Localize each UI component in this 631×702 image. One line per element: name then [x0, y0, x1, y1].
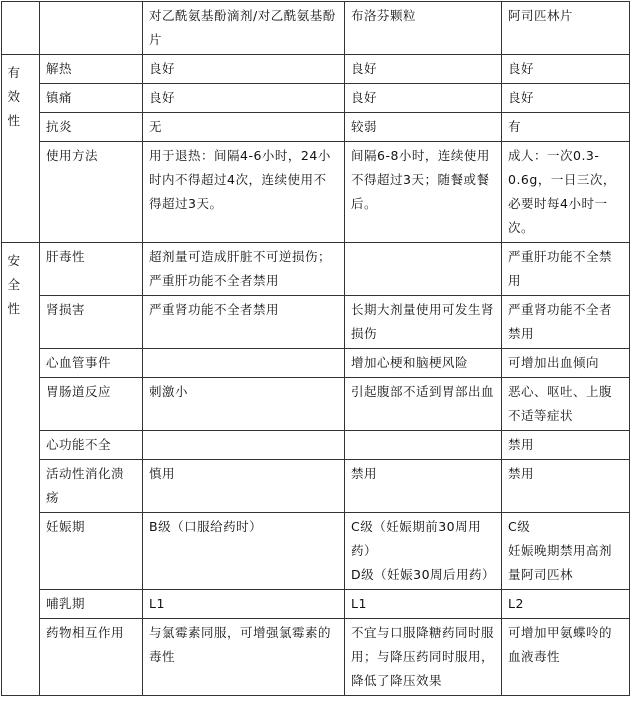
drug-3-cell: 有: [502, 113, 630, 142]
table-row: [2, 84, 630, 113]
drug-2-cell: 较弱: [345, 113, 502, 142]
item-cell: 肾损害: [40, 296, 143, 349]
item-cell: 妊娠期: [40, 513, 143, 590]
table-row: [2, 55, 630, 84]
drug-1-cell: [143, 431, 345, 460]
header-empty-cell-0: [2, 2, 40, 55]
table-row: [2, 590, 630, 619]
table-row: [2, 349, 630, 378]
drug-comparison-table: [1, 1, 630, 696]
category-label: 安全性: [7, 253, 21, 316]
header-drug-2: 布洛芬颗粒: [345, 2, 502, 55]
header-empty-cell-1: [40, 2, 143, 55]
item-cell: 使用方法: [40, 142, 143, 243]
drug-2-cell: 良好: [345, 55, 502, 84]
drug-3-cell: 禁用: [502, 431, 630, 460]
item-cell: 心血管事件: [40, 349, 143, 378]
category-cell: [2, 55, 40, 243]
drug-1-cell: 用于退热：间隔4-6小时，24小时内不得超过4次，连续使用不得超过3天。: [143, 142, 345, 243]
drug-3-cell: 良好: [502, 84, 630, 113]
table-row: [2, 619, 630, 696]
drug-1-cell: 与氯霉素同服，可增强氯霉素的毒性: [143, 619, 345, 696]
header-drug-1: 对乙酰氨基酚滴剂/对乙酰氨基酚片: [143, 2, 345, 55]
item-cell: 药物相互作用: [40, 619, 143, 696]
drug-2-cell: 长期大剂量使用可发生肾损伤: [345, 296, 502, 349]
drug-2-cell: L1: [345, 590, 502, 619]
category-cell: [2, 243, 40, 696]
drug-2-cell: [345, 243, 502, 296]
drug-3-cell: 可增加出血倾向: [502, 349, 630, 378]
item-cell: 抗炎: [40, 113, 143, 142]
item-cell: 解热: [40, 55, 143, 84]
table-row: [2, 113, 630, 142]
drug-1-cell: 刺激小: [143, 378, 345, 431]
header-drug-3: 阿司匹林片: [502, 2, 630, 55]
drug-3-cell: 恶心、呕吐、上腹不适等症状: [502, 378, 630, 431]
drug-1-cell: 良好: [143, 55, 345, 84]
item-cell: 心功能不全: [40, 431, 143, 460]
drug-3-cell: L2: [502, 590, 630, 619]
item-cell: 肝毒性: [40, 243, 143, 296]
item-cell: 胃肠道反应: [40, 378, 143, 431]
item-cell: 活动性消化溃疡: [40, 460, 143, 513]
drug-1-cell: 无: [143, 113, 345, 142]
drug-1-cell: 超剂量可造成肝脏不可逆损伤；严重肝功能不全者禁用: [143, 243, 345, 296]
drug-3-cell: 禁用: [502, 460, 630, 513]
table-row: [2, 142, 630, 243]
table-row: [2, 431, 630, 460]
drug-3-cell: 严重肝功能不全禁用: [502, 243, 630, 296]
drug-2-cell: C级（妊娠期前30周用药） D级（妊娠30周后用药）: [345, 513, 502, 590]
drug-3-cell: C级 妊娠晚期禁用高剂量阿司匹林: [502, 513, 630, 590]
drug-2-cell: 不宜与口服降糖药同时服用；与降压药同时服用，降低了降压效果: [345, 619, 502, 696]
header-row: [2, 2, 630, 55]
drug-1-cell: 严重肾功能不全者禁用: [143, 296, 345, 349]
drug-3-cell: 良好: [502, 55, 630, 84]
drug-2-cell: [345, 431, 502, 460]
drug-2-cell: 禁用: [345, 460, 502, 513]
item-cell: 哺乳期: [40, 590, 143, 619]
drug-1-cell: 良好: [143, 84, 345, 113]
category-label: 有效性: [7, 65, 21, 128]
drug-1-cell: B级（口服给药时）: [143, 513, 345, 590]
drug-1-cell: [143, 349, 345, 378]
drug-3-cell: 可增加甲氨蝶呤的血液毒性: [502, 619, 630, 696]
table-row: [2, 460, 630, 513]
table-row: [2, 513, 630, 590]
table-row: [2, 378, 630, 431]
table-body: [2, 2, 630, 696]
drug-1-cell: L1: [143, 590, 345, 619]
drug-2-cell: 间隔6-8小时，连续使用不得超过3天；随餐或餐后。: [345, 142, 502, 243]
table-row: [2, 243, 630, 296]
drug-2-cell: 增加心梗和脑梗风险: [345, 349, 502, 378]
drug-1-cell: 慎用: [143, 460, 345, 513]
drug-3-cell: 成人：一次0.3-0.6g，一日三次，必要时每4小时一次。: [502, 142, 630, 243]
table-row: [2, 296, 630, 349]
drug-2-cell: 引起腹部不适到胃部出血: [345, 378, 502, 431]
drug-3-cell: 严重肾功能不全者禁用: [502, 296, 630, 349]
item-cell: 镇痛: [40, 84, 143, 113]
drug-2-cell: 良好: [345, 84, 502, 113]
